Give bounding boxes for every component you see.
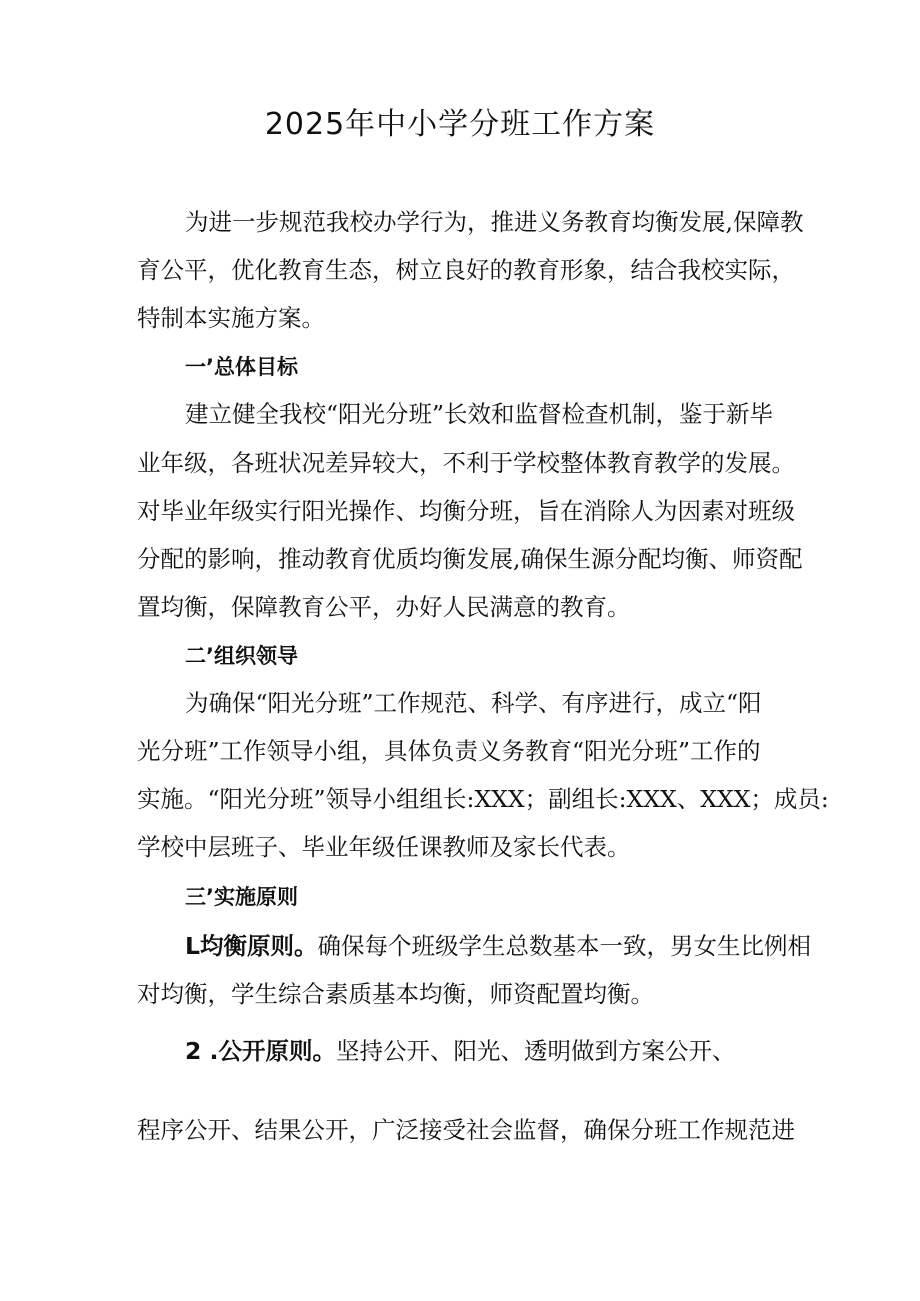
goals-line-2: 业年级，各班状况差异较大，不利于学校整体教育教学的发展。 [137,449,795,477]
principle-balance-line-1 [185,929,811,963]
section-heading-principles: 三’实施原则 [185,885,298,909]
goals-line-5: 置均衡，保障教育公平，办好人民满意的教育。 [137,593,631,621]
intro-line-3: 特制本实施方案。 [137,304,325,332]
section-heading-goals: 一’总体目标 [185,355,298,379]
principle-open-lead: 2 .公开原则。 [185,1037,336,1065]
principle-balance-text: 确保每个班级学生总数基本一致，男女生比例相 [317,932,811,960]
leadership-line-2: 光分班”工作领导小组，具体负责义务教育“阳光分班”工作的 [137,737,761,765]
principle-open-line-1 [185,1034,735,1068]
goals-line-1: 建立健全我校“阳光分班”长效和监督检查机制，鉴于新毕 [185,400,774,428]
principle-balance-line-2: 对均衡，学生综合素质基本均衡，师资配置均衡。 [137,980,654,1008]
section-heading-leadership: 二’组织领导 [185,644,298,668]
intro-line-2: 育公平，优化教育生态，树立良好的教育形象，结合我校实际， [137,256,795,284]
leadership-line-3: 实施。“阳光分班”领导小组组长:XXX；副组长:XXX、XXX；成员: [137,785,829,813]
goals-line-3: 对毕业年级实行阳光操作、均衡分班，旨在消除人为因素对班级 [137,497,795,525]
goals-line-4: 分配的影响，推动教育优质均衡发展,确保生源分配均衡、师资配 [137,545,803,573]
document-title: 2025年中小学分班工作方案 [264,107,656,142]
principle-balance-lead: L均衡原则。 [185,932,318,960]
leadership-line-4: 学校中层班子、毕业年级任课教师及家长代表。 [137,833,631,861]
principle-open-text: 坚持公开、阳光、透明做到方案公开、 [335,1037,736,1065]
intro-line-1: 为进一步规范我校办学行为，推进义务教育均衡发展,保障教 [185,208,804,236]
principle-open-line-2: 程序公开、结果公开，广泛接受社会监督，确保分班工作规范进 [137,1116,795,1144]
leadership-line-1: 为确保“阳光分班”工作规范、科学、有序进行，成立“阳 [185,689,762,717]
